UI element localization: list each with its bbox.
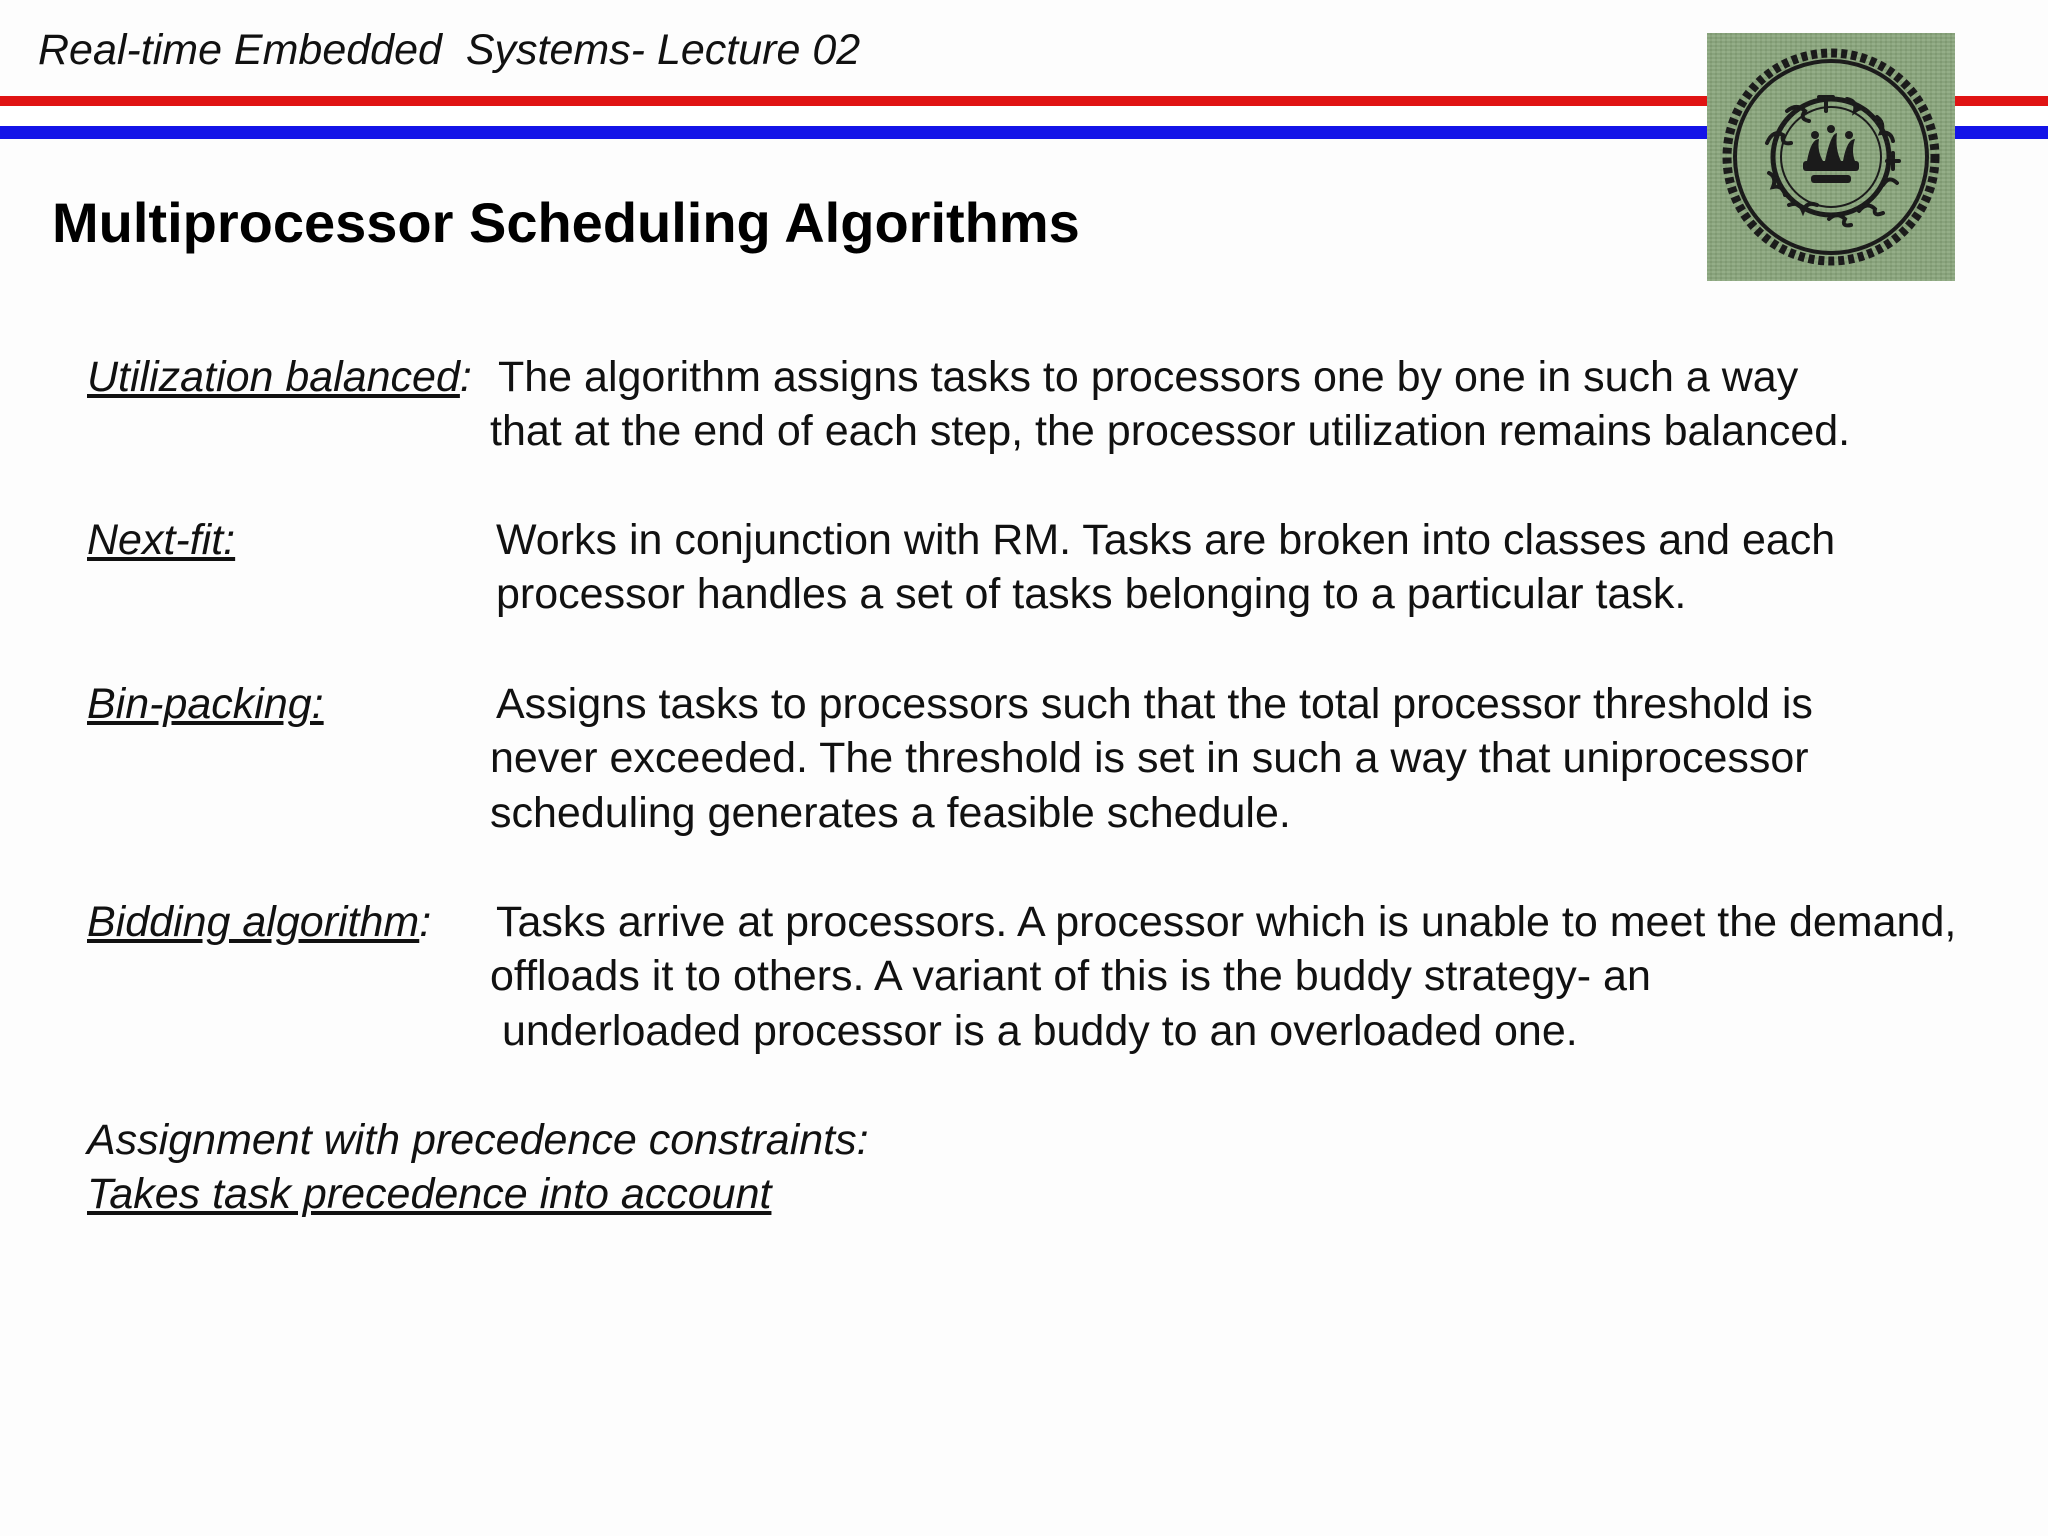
precedence-text-label: Takes task precedence into account bbox=[87, 1170, 772, 1218]
term-bin-packing bbox=[87, 680, 324, 729]
term-bidding-algorithm bbox=[87, 898, 431, 947]
precedence-heading: Assignment with precedence constraints: bbox=[87, 1116, 869, 1164]
description-line: Tasks arrive at processors. A processor which is unable to meet the demand, bbox=[496, 898, 1957, 946]
term-label: Bidding algorithm bbox=[87, 898, 420, 946]
lecture-title: Real-time Embedded Systems- Lecture 02 bbox=[38, 26, 861, 74]
description-line: scheduling generates a feasible schedule. bbox=[490, 789, 1291, 837]
precedence-text bbox=[87, 1170, 771, 1219]
description-line: Works in conjunction with RM. Tasks are broken into classes and each bbox=[496, 516, 1836, 564]
description-line: offloads it to others. A variant of this is the buddy strategy- an bbox=[490, 952, 1651, 1000]
term-suffix: : bbox=[419, 898, 432, 946]
term-suffix: : bbox=[459, 353, 472, 401]
description-line: that at the end of each step, the processor utilization remains balanced. bbox=[490, 407, 1851, 455]
description-line: Assigns tasks to processors such that the total processor threshold is bbox=[496, 680, 1813, 728]
university-seal-icon bbox=[1707, 33, 1955, 281]
description-line: never exceeded. The threshold is set in such a way that uniprocessor bbox=[490, 734, 1809, 782]
term-label: Next-fit: bbox=[87, 516, 236, 564]
slide-title: Multiprocessor Scheduling Algorithms bbox=[52, 191, 1080, 254]
term-label: Bin-packing: bbox=[87, 680, 324, 728]
term-utilization-balanced bbox=[87, 353, 472, 402]
term-next-fit bbox=[87, 516, 235, 565]
description-line: The algorithm assigns tasks to processors one by one in such a way bbox=[498, 353, 1799, 401]
term-label: Utilization balanced bbox=[87, 353, 460, 401]
description-line: processor handles a set of tasks belonging to a particular task. bbox=[496, 570, 1687, 618]
description-line: underloaded processor is a buddy to an overloaded one. bbox=[490, 1007, 1578, 1055]
